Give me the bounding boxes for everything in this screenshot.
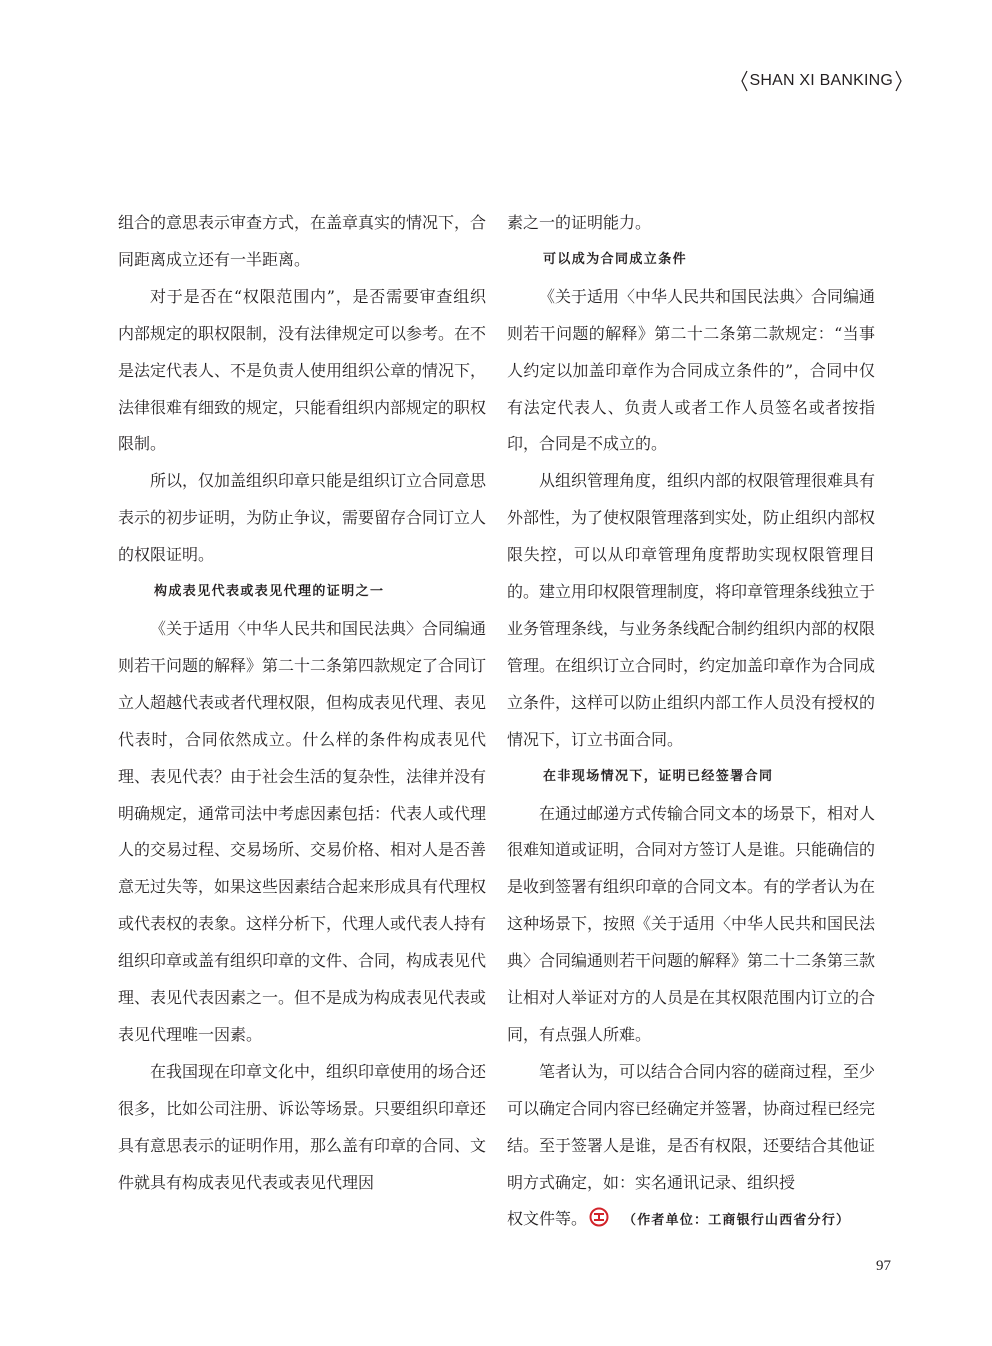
right-angle-bracket-icon	[895, 70, 902, 92]
journal-header	[741, 68, 902, 94]
right-column	[507, 205, 875, 1241]
left-angle-bracket-icon	[741, 70, 748, 92]
section-heading: 构成表见代表或表见代理的证明之一	[154, 584, 385, 600]
paragraph: 笔者认为，可以结合合同内容的磋商过程，至少可以确定合同内容已经确定并签署，协商过程已经完结。至于签署人是谁，是否有权限，还要结合其他证明方式确定，如：实名通讯记录、组织授	[507, 1061, 876, 1192]
article-end-mark-icon	[589, 1204, 609, 1241]
paragraph: 《关于适用〈中华人民共和国民法典〉合同编通则若干问题的解释》第二十二条第二款规定：“当事人约定以加盖印章作为合同成立条件的”，合同中仅有法定代表人、负责人或者工作人员签名或者按指印，合同是不成立的。	[507, 286, 876, 454]
author-affiliation: （作者单位：工商银行山西省分行）	[623, 1213, 851, 1229]
paragraph: 素之一的证明能力。	[507, 213, 652, 232]
paragraph: 在我国现在印章文化中，组织印章使用的场合还很多，比如公司注册、诉讼等场景。只要组织印章还具有意思表示的证明作用，那么盖有印章的合同、文件就具有构成表见代表或表见代理因	[118, 1061, 487, 1192]
paragraph: 组合的意思表示审查方式，在盖章真实的情况下，合同距离成立还有一半距离。	[118, 213, 487, 269]
paragraph: 《关于适用〈中华人民共和国民法典〉合同编通则若干问题的解释》第二十二条第四款规定了合同订立人超越代表或者代理权限，但构成表见代理、表见代表时，合同依然成立。什么样的条件构成表见代理、表见代表？由于社会生活的复杂性，法律并没有明确规定，通常司法中考虑因素包括：代表人或代理人的交易过程、交易场所、交易价格、相对人是否善意无过失等，如果这些因素结合起来形成具有代理权或代表权的表象。这样分析下，代理人或代表人持有组织印章或盖有组织印章的文件、合同，构成表见代理、表见代表因素之一。但不是成为构成表见代表或表见代理唯一因素。	[118, 618, 487, 1044]
closing-line	[507, 1201, 875, 1241]
paragraph: 在通过邮递方式传输合同文本的场景下，相对人很难知道或证明，合同对方签订人是谁。只能确信的是收到签署有组织印章的合同文本。有的学者认为在这种场景下，按照《关于适用〈中华人民共和国民法典〉合同编通则若干问题的解释》第二十二条第三款让相对人举证对方的人员是在其权限范围内订立的合同，有点强人所难。	[507, 803, 876, 1044]
section-heading: 可以成为合同成立条件	[543, 251, 688, 267]
paragraph: 所以，仅加盖组织印章只能是组织订立合同意思表示的初步证明，为防止争议，需要留存合同订立人的权限证明。	[118, 471, 487, 565]
page-number: 97	[876, 1258, 891, 1274]
paragraph: 对于是否在“权限范围内”，是否需要审查组织内部规定的职权限制，没有法律规定可以参考。在不是法定代表人、不是负责人使用组织公章的情况下，法律很难有细致的规定，只能看组织内部规定的职权限制。	[118, 286, 487, 454]
paragraph-tail: 权文件等。	[507, 1209, 588, 1229]
journal-title: SHAN XI BANKING	[749, 72, 893, 89]
left-column	[118, 205, 486, 1201]
section-heading: 在非现场情况下，证明已经签署合同	[543, 768, 774, 784]
paragraph: 从组织管理角度，组织内部的权限管理很难具有外部性，为了使权限管理落到实处，防止组织内部权限失控，可以从印章管理角度帮助实现权限管理目的。建立用印权限管理制度，将印章管理条线独立于业务管理条线，与业务条线配合制约组织内部的权限管理。在组织订立合同时，约定加盖印章作为合同成立条件，这样可以防止组织内部工作人员没有授权的情况下，订立书面合同。	[507, 471, 876, 749]
